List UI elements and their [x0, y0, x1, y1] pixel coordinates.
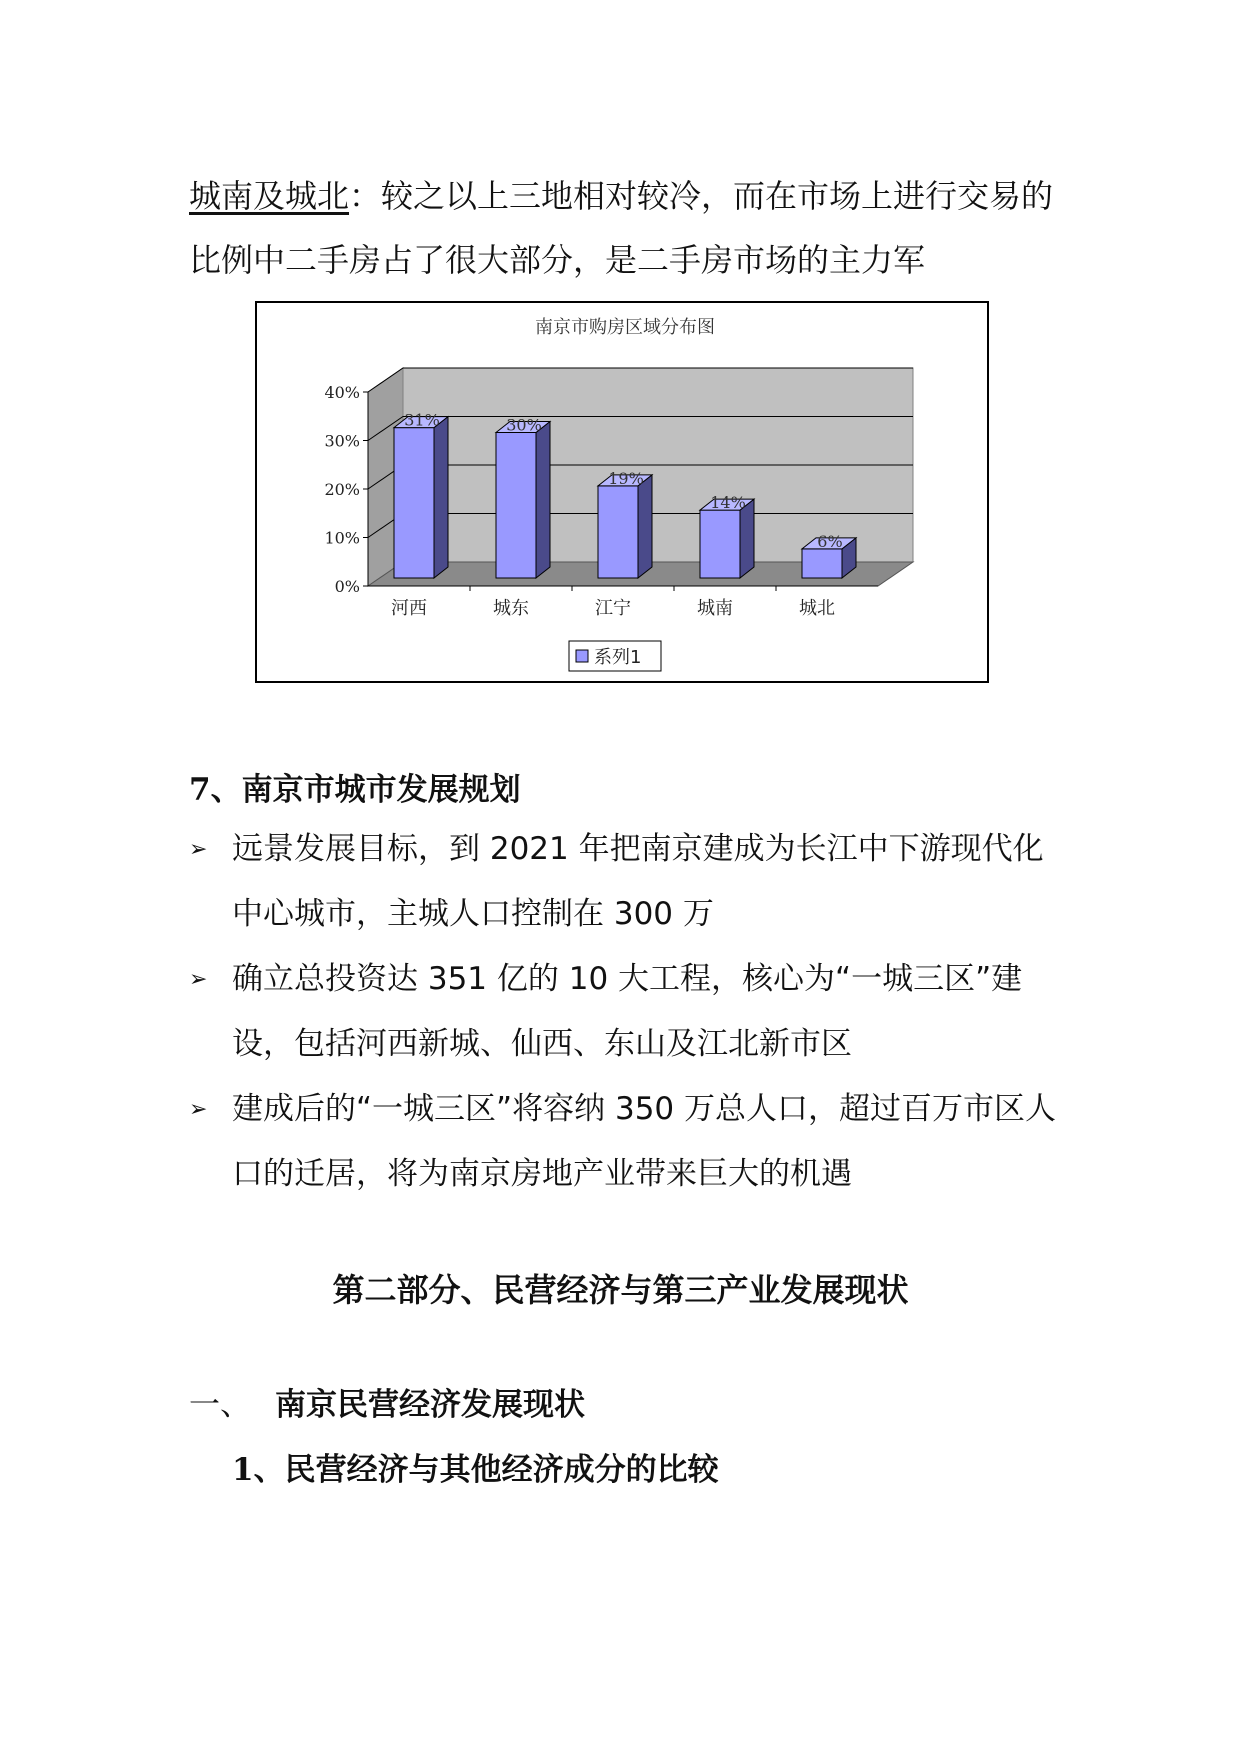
- y-tick-label: 40%: [324, 383, 360, 402]
- intro-paragraph: [189, 164, 1069, 292]
- bar-side: [434, 417, 448, 578]
- chart-canvas: [257, 303, 987, 681]
- y-tick-label: 20%: [324, 480, 360, 499]
- section7-heading: [189, 770, 521, 810]
- intro-text: ：较之以上三地相对较冷，而在市场上进行交易的比例中二手房占了很大部分，是二手房市场的主力军: [189, 177, 1054, 279]
- arrow-bullet-icon: ➢: [189, 967, 208, 992]
- part2-title: 第二部分、民营经济与第三产业发展现状: [332, 1271, 909, 1309]
- section7-number: 7、: [189, 772, 242, 808]
- legend-swatch: [576, 650, 588, 662]
- bar-side: [536, 422, 550, 579]
- bullet-item-3: [189, 1077, 1069, 1207]
- y-tick-label: 0%: [334, 577, 360, 596]
- arrow-bullet-icon: ➢: [189, 1097, 208, 1122]
- bullet-text: 远景发展目标，到 2021 年把南京建成为长江中下游现代化中心城市，主城人口控制在 300 万: [232, 831, 1044, 932]
- data-label: 19%: [608, 468, 644, 488]
- data-label: 14%: [710, 493, 746, 513]
- x-tick-label: 城东: [493, 598, 529, 619]
- bar-front: [700, 510, 740, 578]
- y-tick-label: 30%: [324, 431, 360, 451]
- section7-title: 南京市城市发展规划: [241, 772, 521, 808]
- subsection1-title: 民营经济与其他经济成分的比较: [284, 1452, 719, 1488]
- x-tick-label: 江宁: [595, 598, 631, 619]
- bar-front: [802, 549, 842, 578]
- section1-heading: [189, 1385, 585, 1425]
- chart-title: 南京市购房区域分布图: [535, 317, 715, 338]
- section1-title: 南京民营经济发展现状: [275, 1387, 585, 1423]
- bar-front: [496, 433, 536, 579]
- intro-term: 城南及城北: [189, 177, 350, 215]
- x-tick-label: 城南: [697, 598, 733, 619]
- x-tick-label: 城北: [799, 598, 835, 619]
- x-tick-label: 河西: [391, 598, 427, 619]
- bullet-text: 确立总投资达 351 亿的 10 大工程，核心为“一城三区”建设，包括河西新城、仙西、东山及江北新市区: [232, 961, 1023, 1062]
- section1-number: 一、: [189, 1387, 251, 1423]
- bullet-text: 建成后的“一城三区”将容纳 350 万总人口，超过百万市区人口的迁居，将为南京房地产业带来巨大的机遇: [232, 1091, 1056, 1192]
- bar-front: [394, 428, 434, 578]
- bar-chart: [255, 301, 989, 683]
- y-tick-label: 10%: [324, 528, 360, 548]
- data-label: 6%: [817, 531, 843, 551]
- legend-label: 系列1: [594, 647, 642, 668]
- subsection1-number: 1、: [232, 1452, 285, 1488]
- data-label: 30%: [506, 415, 542, 435]
- arrow-bullet-icon: ➢: [189, 837, 208, 862]
- bullet-item-1: [189, 817, 1069, 947]
- bar-front: [598, 486, 638, 578]
- bar-side: [638, 475, 652, 578]
- data-label: 31%: [404, 410, 440, 430]
- subsection1-heading: [232, 1450, 719, 1490]
- bullet-item-2: [189, 947, 1069, 1077]
